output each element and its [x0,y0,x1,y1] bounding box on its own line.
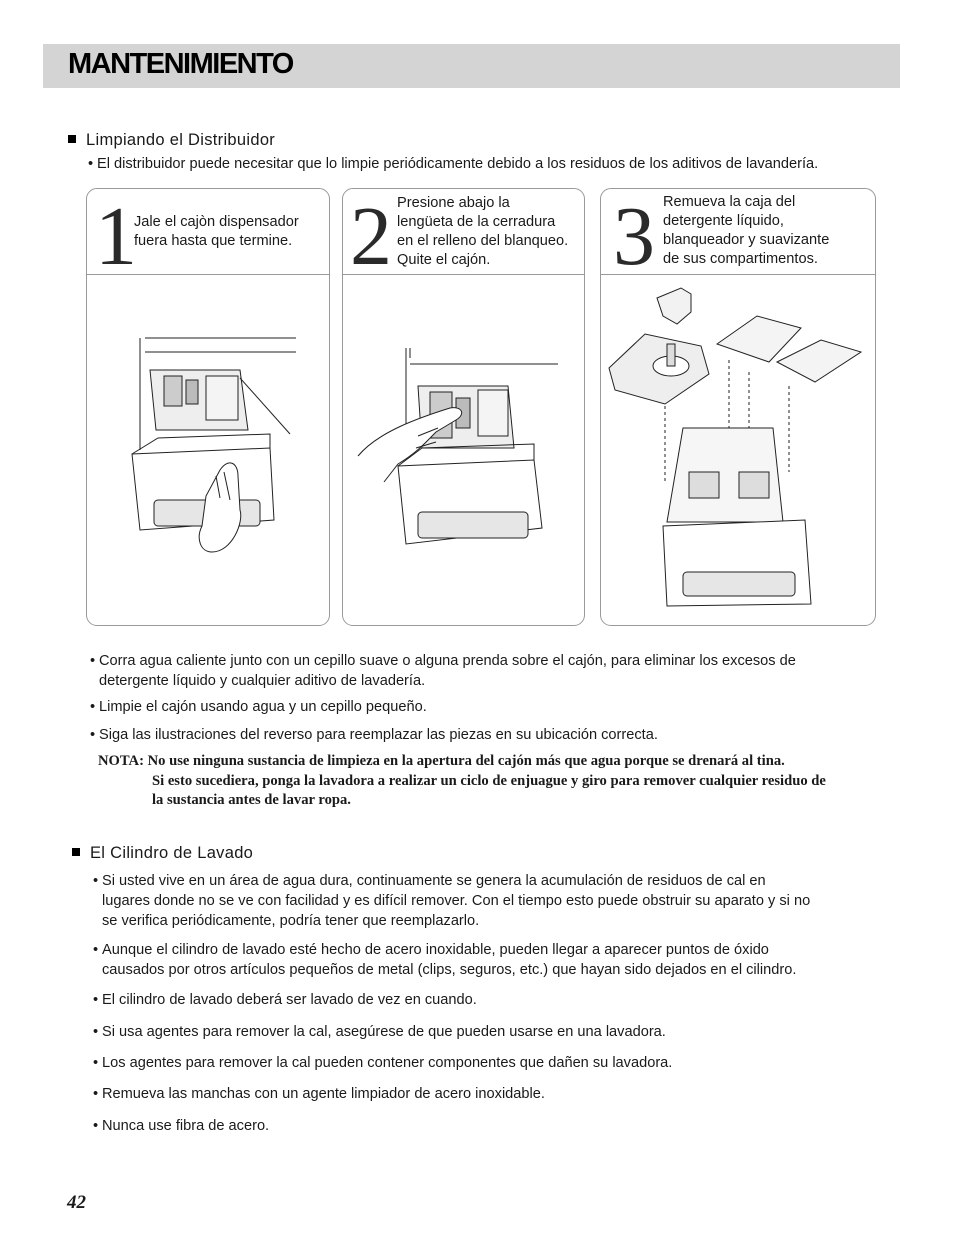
exploded-parts-illustration [605,282,870,612]
bullet-line: Remueva las manchas con un agente limpiador de acero inoxidable. [102,1086,545,1102]
press-tab-illustration [358,348,558,558]
bullet-item [93,1053,672,1073]
step-text-1 [134,213,299,251]
bullet-line: causados por otros artículos pequeños de metal (clips, seguros, etc.) que hayan sido dejados en el cilindro. [102,962,797,978]
bullet-item [93,1022,666,1042]
bullet-item [90,697,427,717]
intro-text: El distribuidor puede necesitar que lo limpie periódicamente debido a los residuos de los aditivos de lavandería. [97,156,819,172]
section-heading-distributor [68,131,275,150]
bullet-line: Si usted vive en un área de agua dura, continuamente se genera la acumulación de residuos de cal en [102,873,766,889]
step-line: Remueva la caja del [663,194,796,210]
bullet-line: Limpie el cajón usando agua y un cepillo pequeño. [99,699,427,715]
bullet-dot-icon: • [88,156,94,172]
section-heading-text: Limpiando el Distribuidor [86,131,276,149]
bullet-dot-icon: • [93,1024,99,1040]
page-title: MANTENIMIENTO [68,48,293,80]
bullet-dot-icon: • [93,942,99,958]
bullet-line: Aunque el cilindro de lavado esté hecho de acero inoxidable, pueden llegar a aparecer puntos de óxido [102,942,769,958]
note-block [98,752,826,811]
section-heading-text: El Cilindro de Lavado [90,844,254,862]
bullet-line: Siga las ilustraciones del reverso para reemplazar las piezas en su ubicación correcta. [99,727,658,743]
step-line: Quite el cajón. [397,252,491,268]
intro-bullet [88,154,818,174]
bullet-line: se verifica periódicamente, podría tener que reemplazarlo. [102,913,480,929]
bullet-dot-icon: • [90,699,96,715]
bullet-item [93,990,477,1010]
bullet-dot-icon: • [93,1055,99,1071]
step-line: en el relleno del blanqueo. [397,233,569,249]
bullet-dot-icon: • [93,873,99,889]
square-bullet-icon [68,135,76,143]
bullet-line: Si usa agentes para remover la cal, asegúrese de que pueden usarse en una lavadora. [102,1024,666,1040]
bullet-line: detergente líquido y cualquier aditivo de lavadería. [99,673,426,689]
step-line: lengüeta de la cerradura [397,214,556,230]
bullet-line: Corra agua caliente junto con un cepillo suave o alguna prenda sobre el cajón, para eliminar los excesos de [99,653,796,669]
bullet-item [90,725,658,745]
section-heading-cylinder [72,844,253,863]
step-line: fuera hasta que termine. [134,233,293,249]
step-number: 3 [613,190,655,283]
step-line: detergente líquido, [663,213,784,229]
bullet-dot-icon: • [90,653,96,669]
step-text-3 [663,193,829,269]
note-line: Si esto sucediera, ponga la lavadora a realizar un ciclo de enjuague y giro para remover cualquier residuo de [152,772,826,789]
step-text-2 [397,194,568,270]
bullet-item [93,1116,269,1136]
step-number: 2 [350,190,392,283]
note-line: NOTA: No use ninguna sustancia de limpieza en la apertura del cajón más que agua porque se drenará al tina. [98,753,785,769]
bullet-line: El cilindro de lavado deberá ser lavado de vez en cuando. [102,992,477,1008]
bullet-line: Nunca use fibra de acero. [102,1118,270,1134]
step-line: blanqueador y suavizante [663,232,830,248]
drawer-pull-illustration [120,330,310,560]
bullet-dot-icon: • [90,727,96,743]
square-bullet-icon [72,848,80,856]
step-number: 1 [95,190,137,283]
bullet-line: Los agentes para remover la cal pueden contener componentes que dañen su lavadora. [102,1055,673,1071]
page-number: 42 [67,1192,86,1213]
bullet-item [93,940,796,980]
step-line: Jale el cajòn dispensador [134,214,299,230]
step-line: de sus compartimentos. [663,251,818,267]
bullet-dot-icon: • [93,1118,99,1134]
bullet-item [90,651,796,691]
bullet-item [93,1084,545,1104]
bullet-dot-icon: • [93,992,99,1008]
bullet-dot-icon: • [93,1086,99,1102]
bullet-item [93,871,810,931]
note-line: la sustancia antes de lavar ropa. [152,792,351,808]
bullet-line: lugares donde no se ve con facilidad y es difícil remover. Con el tiempo esto puede obstruir su aparato y si no [102,893,811,909]
step-line: Presione abajo la [397,195,510,211]
